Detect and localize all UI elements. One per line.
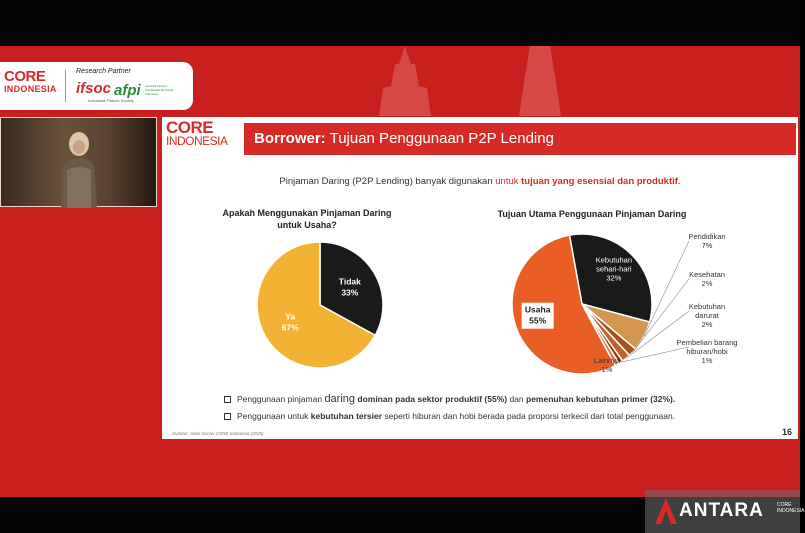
speaker-camera-feed: [0, 117, 157, 207]
slide-source: Sumber: Hasil Survei CORE Indonesia (2025): [172, 431, 264, 436]
antara-logo-icon: [655, 498, 677, 524]
pie1-value-tidak: 33%: [341, 287, 359, 298]
slide-bullets: [224, 391, 675, 425]
pie-chart-usaha: [250, 235, 390, 375]
bullet-1: Penggunaan pinjaman daring dominan pada sektor produktif (55%) dan pemenuhan kebutuhan primer (32%).: [224, 391, 675, 408]
pie2-value-kesehatan: 2%: [701, 279, 713, 288]
pie2-value-pendidikan: 7%: [701, 241, 713, 250]
building-silhouette-left: [375, 46, 435, 116]
pie2-label-kebutuhan-darurat-2: darurat: [695, 311, 719, 320]
pie1-value-ya: 67%: [281, 322, 299, 333]
pie1-label-ya: Ya: [285, 311, 296, 322]
pie2-label-pembelian-barang-hiburan-hobi-1: Pembelian barang: [676, 338, 738, 347]
pie2-label-kesehatan: Kesehatan: [689, 270, 725, 279]
slide-title: Borrower: Tujuan Penggunaan P2P Lending: [244, 123, 796, 155]
slide-core-logo: CORE INDONESIA: [166, 118, 228, 149]
slide-headline: Pinjaman Daring (P2P Lending) banyak digunakan untuk tujuan yang esensial dan produktif.: [279, 176, 681, 187]
pie2-title: Tujuan Utama Penggunaan Pinjaman Daring: [497, 209, 687, 219]
pie2-label-pendidikan: Pendidikan: [688, 232, 726, 241]
pie2-label-kebutuhan-sehari-hari-2: sehari-hari: [596, 264, 632, 274]
pie2-value-kebutuhan-sehari-hari: 32%: [606, 273, 622, 283]
ifsoc-subtitle: Indonesia Fintech Society: [88, 98, 134, 103]
antara-watermark: ANTARA CORE INDONESIA: [645, 490, 800, 533]
partner-logo-box: [0, 62, 193, 110]
speaker-figure: [57, 130, 101, 208]
building-silhouette-right: [515, 46, 565, 116]
bullet-2: Penggunaan untuk kebutuhan tersier seperti hiburan dan hobi berada pada proporsi terkecil dari total penggunaan.: [224, 408, 675, 425]
afpi-logo: afpi: [114, 82, 141, 99]
pie1-label-tidak: Tidak: [338, 276, 361, 287]
presentation-slide: [162, 117, 798, 439]
pie2-label-lainnya: Lainnya: [593, 356, 621, 365]
pie2-value-usaha: 55%: [529, 315, 547, 326]
logo-divider: [65, 70, 66, 102]
research-partner-label: Research Partner: [76, 68, 131, 75]
checkbox-icon: [224, 396, 231, 403]
afpi-subtitle: Asosiasi Fintech Pendanaan Bersama Indonesia: [145, 84, 174, 96]
pie2-value-lainnya: 1%: [601, 365, 613, 374]
top-letterbox: [0, 0, 800, 46]
slide-page-number: 16: [781, 427, 792, 437]
pie2-value-kebutuhan-darurat: 2%: [701, 320, 713, 329]
pie2-label-kebutuhan-sehari-hari-1: Kebutuhan: [595, 255, 633, 265]
pie2-value-pembelian-barang-hiburan-hobi: 1%: [701, 356, 713, 365]
pie1-title: Apakah Menggunakan Pinjaman Daring untuk Usaha?: [222, 208, 392, 230]
ifsoc-logo: ifsoc: [76, 80, 112, 97]
core-indonesia-logo: CORE INDONESIA: [4, 68, 57, 94]
pie2-label-kebutuhan-darurat-1: Kebutuhan: [688, 302, 726, 311]
pie2-label-usaha: Usaha: [524, 304, 551, 315]
checkbox-icon: [224, 413, 231, 420]
pie2-label-pembelian-barang-hiburan-hobi-2: hiburan/hobi: [686, 347, 728, 356]
pie-chart-tujuan: [502, 225, 802, 385]
